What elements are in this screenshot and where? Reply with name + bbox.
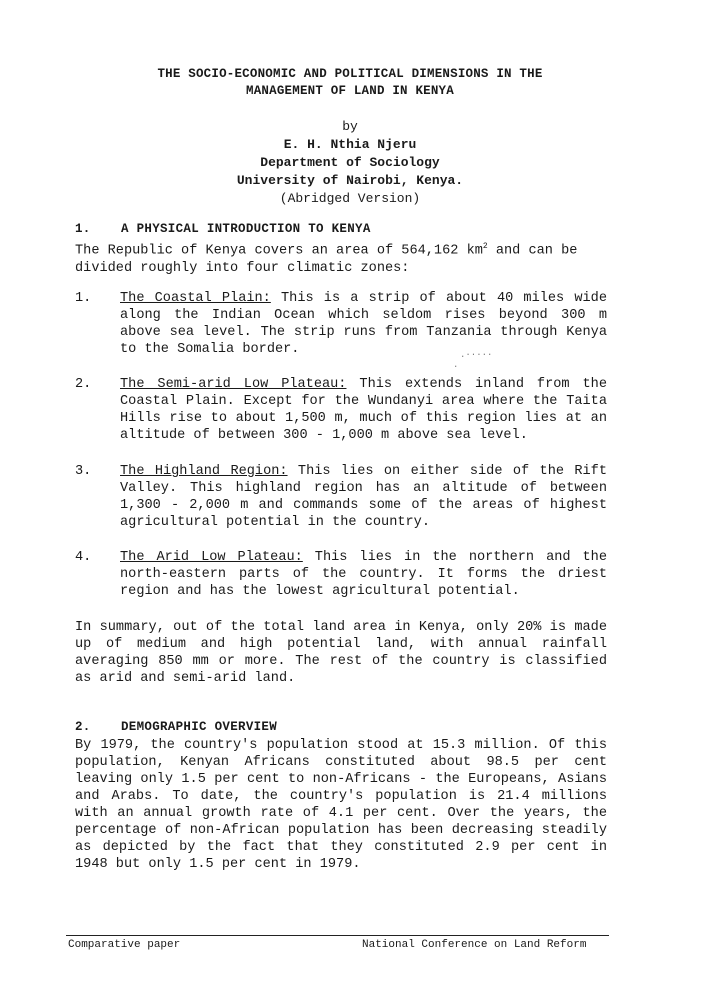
zone-heading: The Highland Region: — [120, 464, 288, 479]
zone-heading: The Coastal Plain: — [120, 291, 271, 306]
footer-rule — [66, 935, 609, 936]
byline — [150, 118, 550, 208]
zone-text: This extends inland from the Coastal Plain. Except for the Wundanyi area where the Taita Hills rise to about 1,500 m, much of this region lies at an altitude of between 300 - 1,000 m above sea level. — [120, 377, 607, 443]
zone-body — [120, 376, 607, 444]
version-note: (Abridged Version) — [279, 191, 421, 206]
zone-heading: The Semi-arid Low Plateau: — [120, 377, 347, 392]
section-2-heading — [75, 720, 277, 734]
section-2-title: DEMOGRAPHIC OVERVIEW — [121, 720, 278, 734]
title-line-1: THE SOCIO-ECONOMIC AND POLITICAL DIMENSIONS IN THE — [157, 67, 543, 81]
zone-number: 3. — [75, 464, 92, 479]
zone-number: 4. — [75, 550, 92, 565]
footer-right: National Conference on Land Reform — [362, 939, 587, 951]
intro-superscript: 2 — [482, 242, 488, 251]
zone-item-3 — [75, 463, 607, 531]
zone-text: This lies on either side of the Rift Valley. This highland region has an altitude of between 1,300 - 2,000 m and commands some of the areas of highest agricultural potential in the country. — [120, 464, 607, 530]
scan-speck: · — [453, 362, 459, 372]
zone-body — [120, 549, 607, 600]
zone-body — [120, 463, 607, 531]
byline-by: by — [342, 119, 358, 134]
section-2-body: By 1979, the country's population stood at 15.3 million. Of this population, Kenyan Africans constituted about 98.5 per cent leaving only 1.5 per cent to non-Africans - the Europeans, Asians and Arabs. To date, the country's population is 21.4 millions with an annual growth rate of 4.1 per cent. Over the years, the percentage of non-African population has been decreasing steadily as depicted by the fact that they constituted 2.9 per cent in 1948 but only 1.5 per cent in 1979. — [75, 738, 607, 872]
zone-item-4 — [75, 549, 607, 600]
section-1-title: A PHYSICAL INTRODUCTION TO KENYA — [121, 222, 371, 236]
section-1-number: 1. — [75, 222, 91, 236]
author-name: E. H. Nthia Njeru — [283, 137, 417, 152]
title-line-2: MANAGEMENT OF LAND IN KENYA — [246, 84, 454, 98]
zone-body — [120, 290, 607, 358]
intro-text-a: The Republic of Kenya covers an area of 564,162 km — [75, 243, 483, 259]
zone-heading: The Arid Low Plateau: — [120, 550, 303, 565]
document-title — [90, 66, 610, 100]
zone-text: This is a strip of about 40 miles wide along the Indian Ocean which seldom rises beyond 300 m above sea level. The strip runs from Tanzania through Kenya to the Somalia border. — [120, 291, 607, 357]
section-2-number: 2. — [75, 720, 91, 734]
section-1-heading — [75, 222, 371, 236]
footer-left: Comparative paper — [68, 939, 181, 951]
intro-text-b: and can be — [487, 243, 578, 259]
zone-number: 2. — [75, 377, 92, 392]
zone-number: 1. — [75, 291, 92, 306]
intro-line-2: divided roughly into four climatic zones: — [75, 260, 410, 276]
scan-speck: .····· — [460, 350, 493, 360]
zone-item-1 — [75, 290, 607, 358]
university: University of Nairobi, Kenya. — [236, 173, 464, 188]
department: Department of Sociology — [260, 155, 440, 170]
zone-item-2 — [75, 376, 607, 444]
zone-text: This lies in the northern and the north-eastern parts of the country. It forms the driest region and has the lowest agricultural potential. — [120, 550, 607, 599]
section-1-intro — [75, 238, 607, 277]
section-1-summary: In summary, out of the total land area in Kenya, only 20% is made up of medium and high potential land, with annual rainfall averaging 850 mm or more. The rest of the country is classified as arid and semi-arid land. — [75, 620, 607, 686]
intro-line-1 — [75, 238, 607, 260]
